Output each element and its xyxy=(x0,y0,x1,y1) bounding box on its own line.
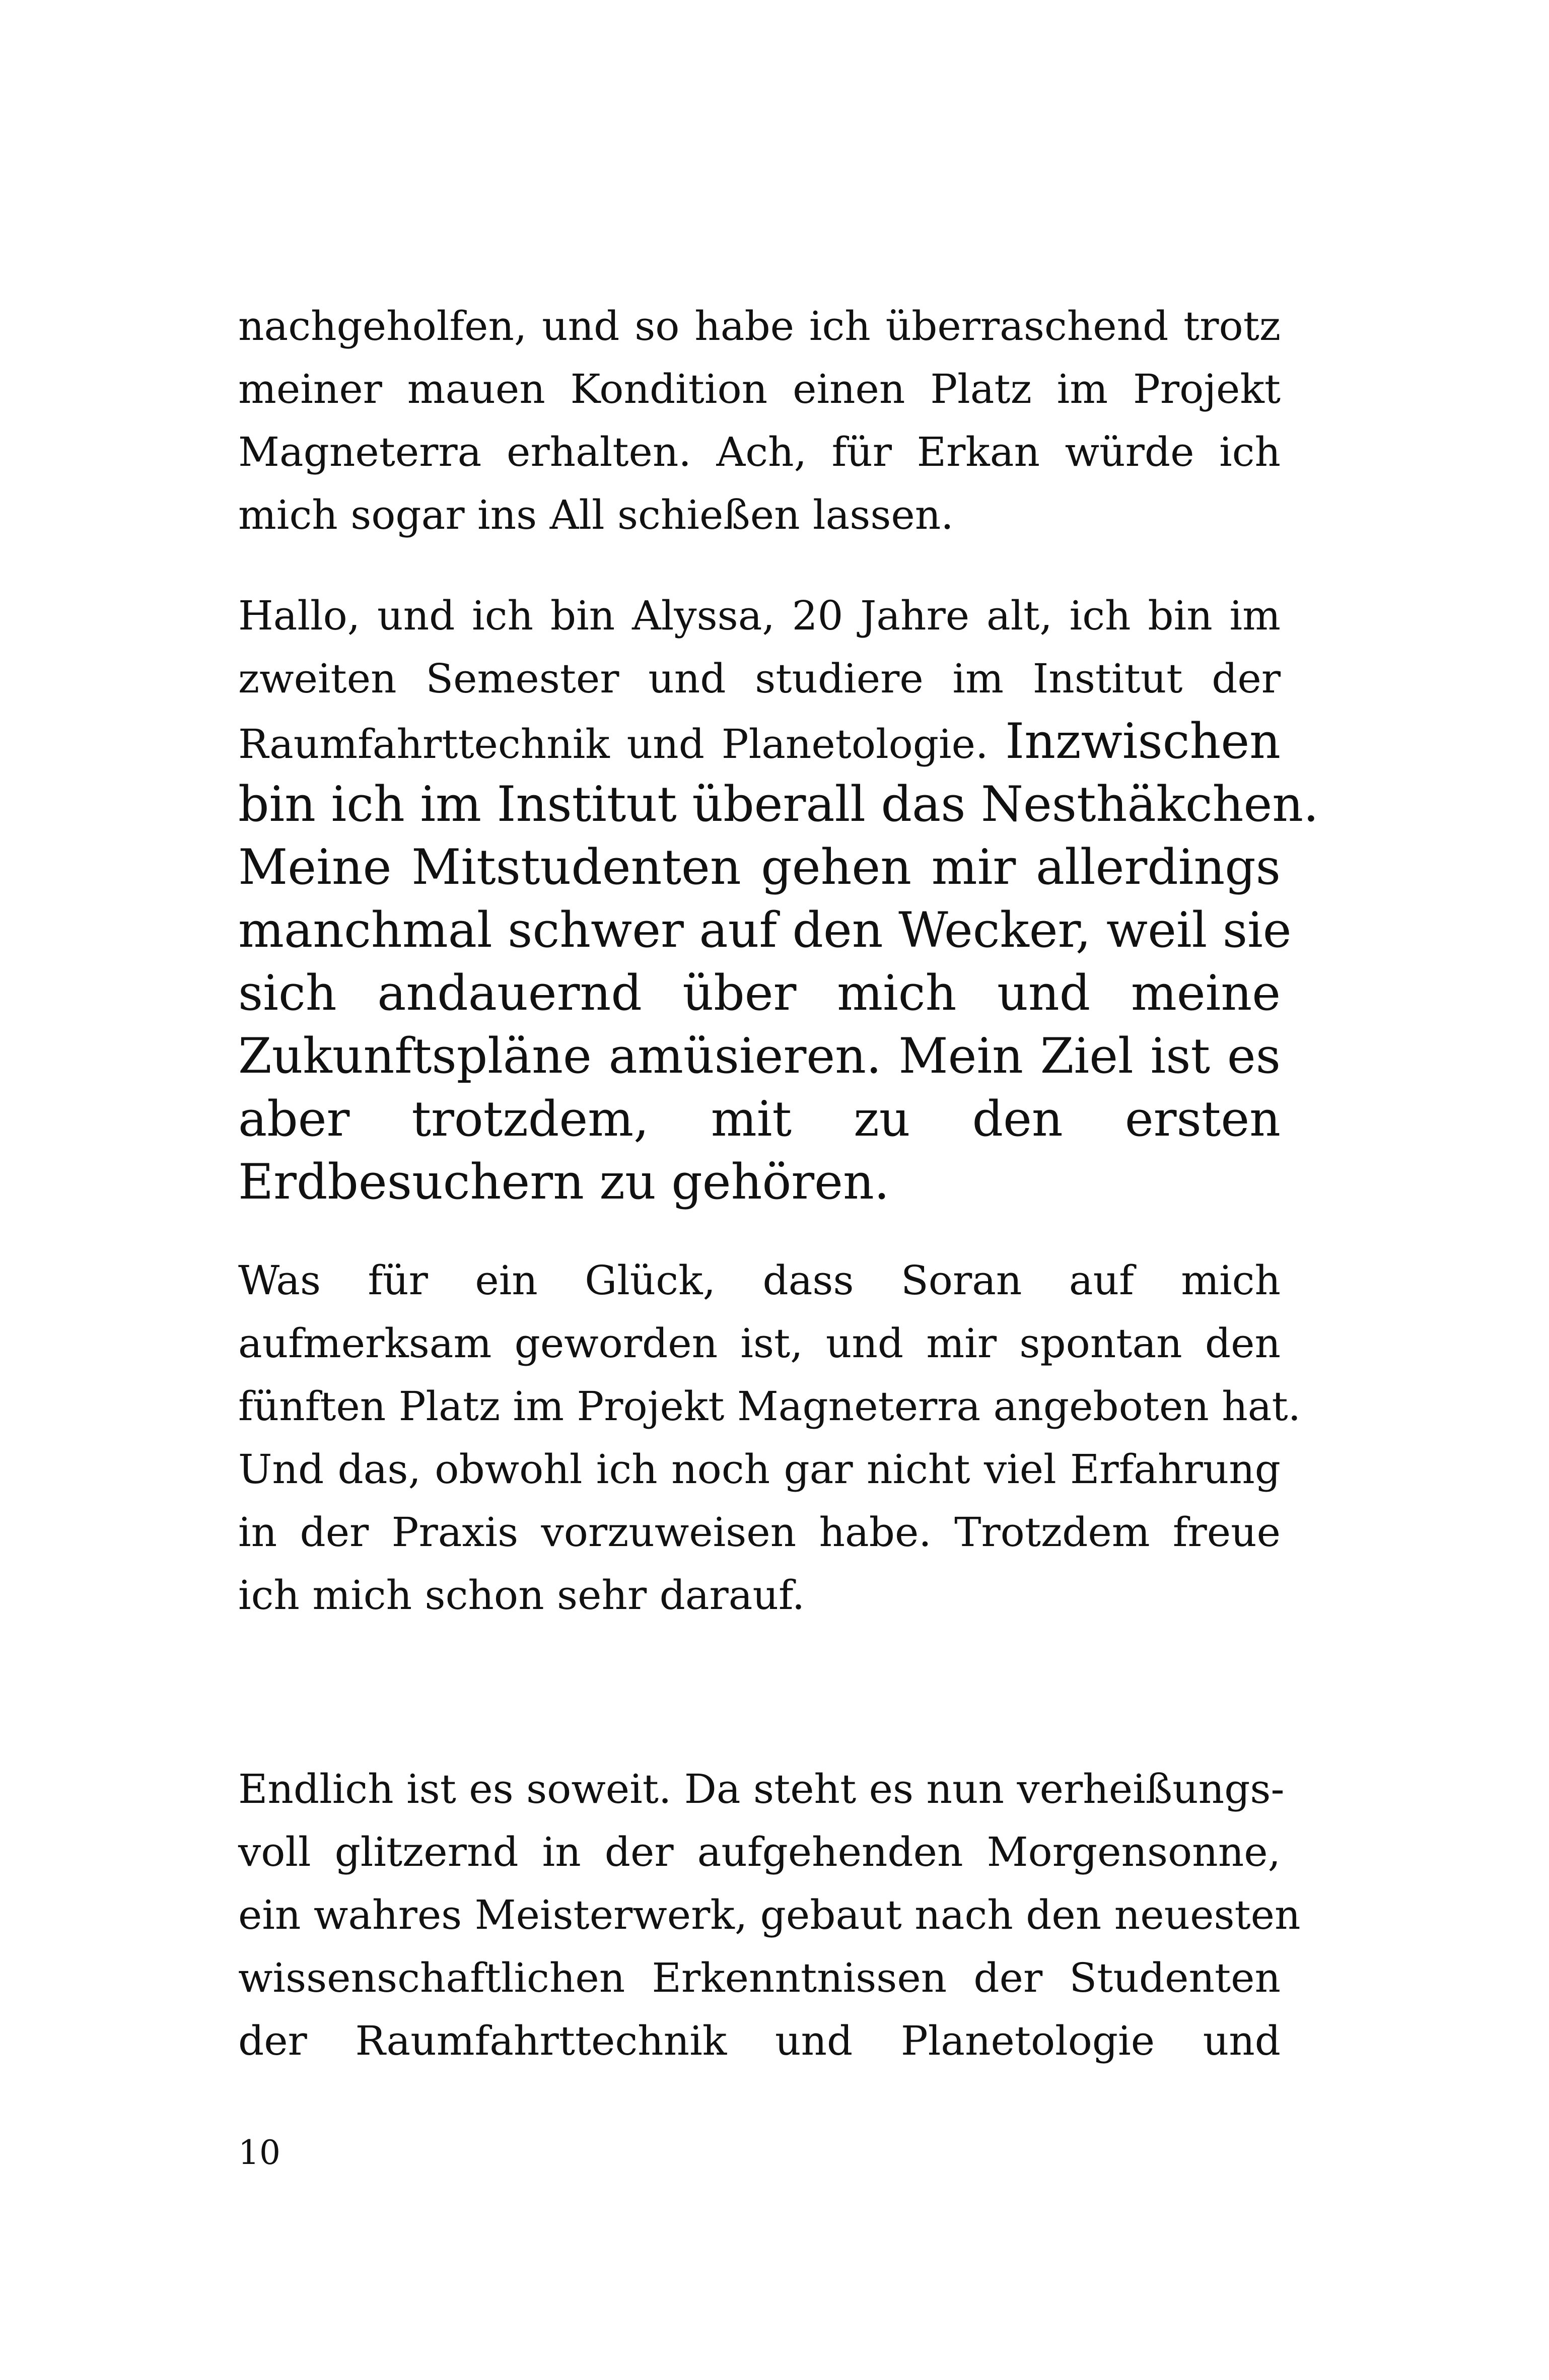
text-line: ein wahres Meisterwerk, gebaut nach den neuesten xyxy=(238,1892,1301,1938)
text-line: Magneterra erhalten. Ach, für Erkan würde ich xyxy=(238,429,1281,475)
text-line: bin ich im Institut überall das Nesthäkchen. xyxy=(238,776,1319,832)
text-line: manchmal schwer auf den Wecker, weil sie xyxy=(238,902,1292,958)
text-line: mich sogar ins All schießen lassen. xyxy=(238,492,954,538)
text-line: Und das, obwohl ich noch gar nicht viel Erfahrung xyxy=(238,1446,1281,1493)
text-line: Erdbesuchern zu gehören. xyxy=(238,1154,890,1210)
text-line: fünften Platz im Projekt Magneterra angeboten hat. xyxy=(238,1383,1301,1430)
text-line: voll glitzernd in der aufgehenden Morgensonne, xyxy=(238,1829,1281,1875)
text-line: aber trotzdem, mit zu den ersten xyxy=(238,1091,1281,1147)
paragraph-1 xyxy=(238,295,1281,546)
text-line-mixed xyxy=(238,710,1281,773)
text-line: nachgeholfen, und so habe ich überraschend trotz xyxy=(238,303,1281,349)
paragraph-3 xyxy=(238,1249,1301,1627)
text-run: Raumfahrttechnik und Planetologie. xyxy=(238,721,989,767)
text-line: Zukunftspläne amüsieren. Mein Ziel ist es xyxy=(238,1028,1281,1084)
paragraph-2-large xyxy=(238,773,1319,1214)
text-line: meiner mauen Kondition einen Platz im Projekt xyxy=(238,366,1281,412)
paragraph-4 xyxy=(238,1758,1301,2072)
text-line: ich mich schon sehr darauf. xyxy=(238,1572,805,1619)
text-line: Meine Mitstudenten gehen mir allerdings xyxy=(238,839,1281,895)
text-line: zweiten Semester und studiere im Institut der xyxy=(238,655,1281,702)
text-line: wissenschaftlichen Erkenntnissen der Studenten xyxy=(238,1954,1281,2001)
text-run-large: Inzwischen xyxy=(1005,713,1281,769)
text-line: Was für ein Glück, dass Soran auf mich xyxy=(238,1257,1281,1304)
text-line: in der Praxis vorzuweisen habe. Trotzdem freue xyxy=(238,1509,1281,1556)
text-line: Hallo, und ich bin Alyssa, 20 Jahre alt, ich bin im xyxy=(238,592,1281,639)
page-number: 10 xyxy=(238,2133,280,2172)
text-line: der Raumfahrttechnik und Planetologie und xyxy=(238,2017,1281,2064)
text-line: aufmerksam geworden ist, und mir spontan den xyxy=(238,1320,1281,1367)
paragraph-2 xyxy=(238,584,1281,773)
text-line: Endlich ist es soweit. Da steht es nun verheißungs- xyxy=(238,1766,1285,1812)
text-line: sich andauernd über mich und meine xyxy=(238,965,1281,1021)
